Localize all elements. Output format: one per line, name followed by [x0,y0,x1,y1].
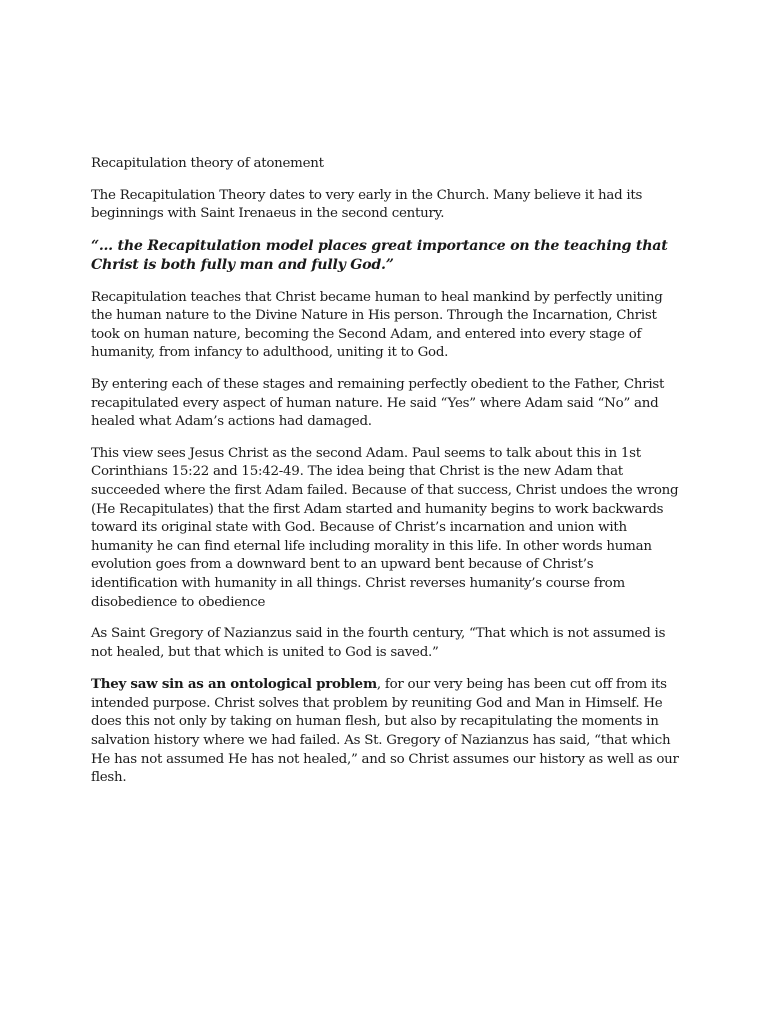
paragraph-ontological [91,675,681,788]
document-title: Recapitulation theory of atonement [91,156,324,171]
paragraph-teaching: Recapitulation teaches that Christ became human to heal mankind by perfectly uniting the human nature to the Divine Nature in His person. Through the Incarnation, Christ took on human nature, becoming the Second Adam, and entered into every stage of humanity, from infancy to adulthood, uniting it to God. [91,289,663,361]
paragraph-obedience: By entering each of these stages and remaining perfectly obedient to the Father, Christ recapitulated every aspect of human nature. He said “Yes” where Adam said “No” and healed what Adam’s actions had damaged. [91,376,665,430]
paragraph-gregory: As Saint Gregory of Nazianzus said in the fourth century, “That which is not assumed is not healed, but that which is united to God is saved.” [91,626,666,660]
bold-lead-phrase: They saw sin as an ontological problem [91,676,377,693]
pull-quote: “… the Recapitulation model places great importance on the teaching that Christ is both fully man and fully God.” [91,237,668,274]
paragraph-ontological-rest: , for our very being has been cut off from its intended purpose. Christ solves that problem by reuniting God and Man in Himself. He does this not only by taking on human flesh, but also by recapitulating the moments in salvation history where we had failed. As St. Gregory of Nazianzus has said, “that which He has not assumed He has not healed,” and so Christ assumes our history as well as our flesh. [91,677,679,786]
paragraph-second-adam: This view sees Jesus Christ as the second Adam. Paul seems to talk about this in 1st Corinthians 15:22 and 15:42-49. The idea being that Christ is the new Adam that succeeded where the first Adam failed. Because of that success, Christ undoes the wrong (He Recapitulates) that the first Adam started and humanity begins to work backwards toward its original state with God. Because of Christ’s incarnation and union with humanity he can find eternal life including morality in this life. In other words human evolution goes from a downward bent to an upward bent because of Christ’s identification with humanity in all things. Christ reverses humanity’s course from disobedience to obedience [91,445,679,610]
paragraph-origins: The Recapitulation Theory dates to very early in the Church. Many believe it had its beginnings with Saint Irenaeus in the second century. [91,187,643,222]
document-body [91,155,681,801]
